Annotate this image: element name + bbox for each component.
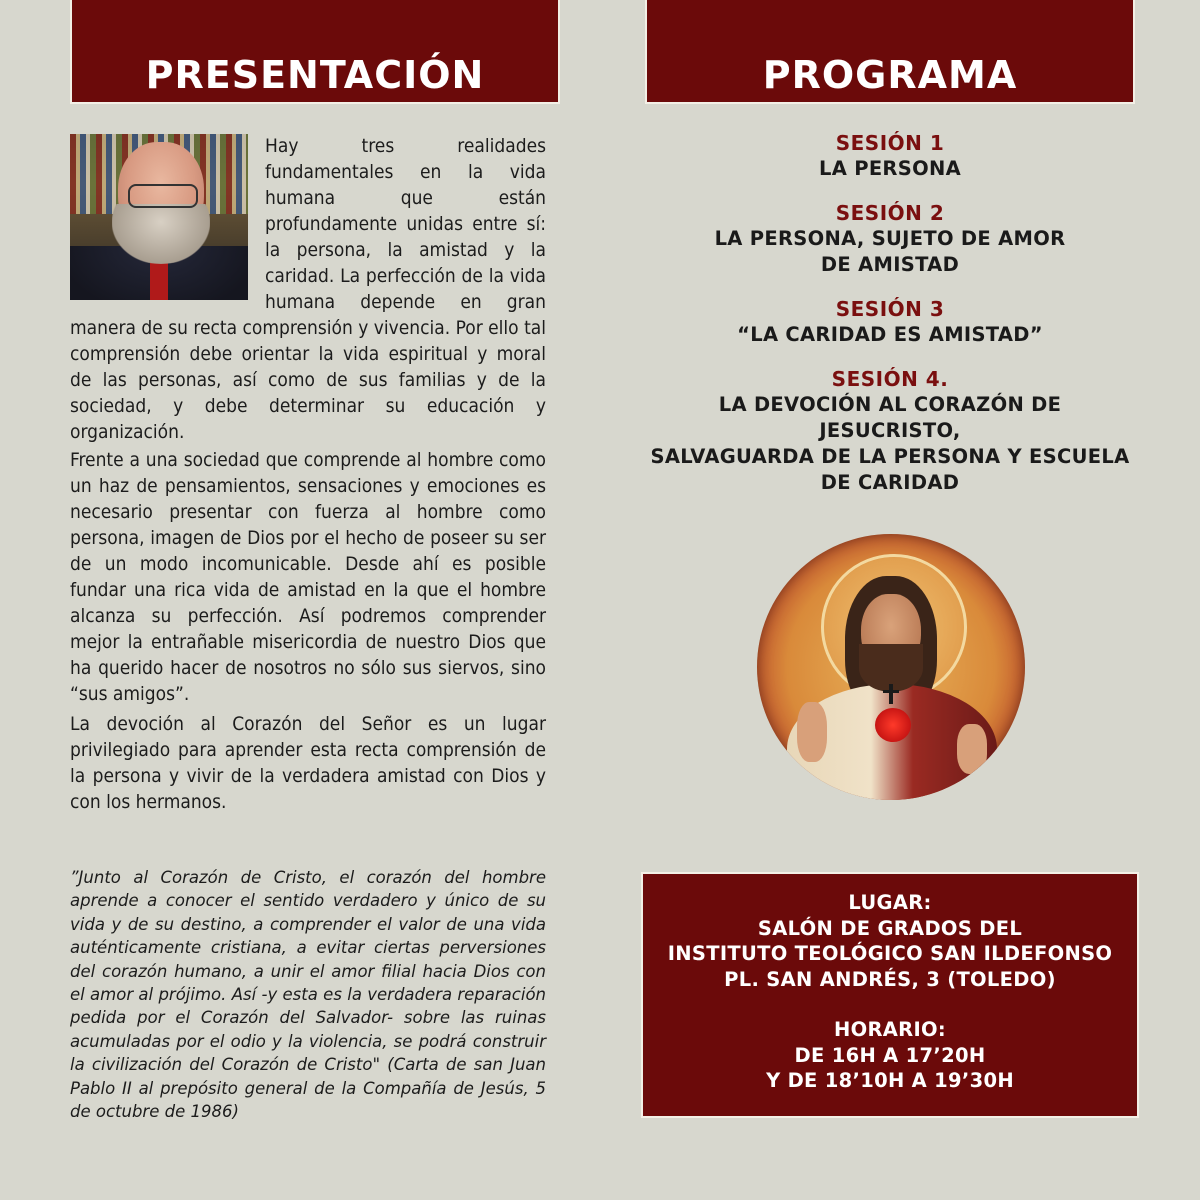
session-4 — [645, 366, 1135, 496]
spacer — [643, 992, 1137, 1017]
program-sessions — [645, 130, 1135, 514]
paragraph-1-text: Hay tres realidades fundamentales en la vida humana que están profundamente unidas entre sí: la persona, la amistad y la caridad. La perfección de la vida humana depende en gran manera de su recta comprensión y vivencia. Por ello tal comprensión debe orientar la vida espiritual y moral de las personas, así como de sus familias y de la sociedad, y debe determinar su educación y organización. — [70, 135, 546, 443]
session-title-line: DE AMISTAD — [820, 253, 960, 276]
sacred-heart-mosaic-icon — [757, 534, 1025, 800]
session-title-line: DE CARIDAD — [820, 471, 960, 494]
session-3 — [645, 296, 1135, 348]
presentation-paragraph-1 — [70, 133, 546, 445]
presentation-paragraph-3: La devoción al Corazón del Señor es un lugar privilegiado para aprender esta recta comprensión de la persona y vivir de la verdadera amistad con Dios y con los hermanos. — [70, 713, 546, 813]
lugar-line: INSTITUTO TEOLÓGICO SAN ILDEFONSO — [667, 942, 1113, 965]
session-label: SESIÓN 1 — [835, 131, 945, 155]
session-label: SESIÓN 4. — [831, 367, 949, 391]
session-2 — [645, 200, 1135, 278]
session-label: SESIÓN 2 — [835, 201, 945, 225]
presentacion-title: PRESENTACIÓN — [145, 53, 485, 97]
sacred-heart-icon — [875, 708, 911, 742]
venue-schedule-box — [641, 872, 1139, 1118]
session-title-line: LA DEVOCIÓN AL CORAZÓN DE JESUCRISTO, — [718, 393, 1062, 442]
session-title-line: “LA CARIDAD ES AMISTAD” — [737, 323, 1043, 346]
lugar-line: PL. SAN ANDRÉS, 3 (TOLEDO) — [724, 967, 1056, 991]
lugar-line: SALÓN DE GRADOS DEL — [757, 916, 1023, 940]
lugar-label: LUGAR: — [848, 891, 932, 914]
mosaic-hand-left — [797, 702, 827, 762]
session-title-line: SALVAGUARDA DE LA PERSONA Y ESCUELA — [650, 445, 1130, 468]
photo-spacer — [70, 133, 265, 303]
programa-banner — [645, 0, 1135, 104]
horario-line: DE 16H A 17’20H — [794, 1043, 986, 1067]
cross-bar — [883, 690, 899, 693]
papal-quote: ”Junto al Corazón de Cristo, el corazón del hombre aprende a conocer el sentido verdadero y único de su vida y de su destino, a comprender el valor de una vida auténticamente cristiana, a evitar ciertas perversiones del corazón humano, a unir el amor filial hacia Dios con el amor al prójimo. Así -y esta es la verdadera reparación pedida por el Corazón del Salvador- sobre las ruinas acumuladas por el odio y la violencia, se podrá construir la civilización del Corazón de Cristo" (Carta de san Juan Pablo II al prepósito general de la Compañía de Jesús, 5 de octubre de 1986) — [70, 868, 546, 1122]
session-1 — [645, 130, 1135, 182]
presentation-paragraph-2: Frente a una sociedad que comprende al hombre como un haz de pensamientos, sensaciones y emociones es necesario presentar con fuerza al hombre como persona, imagen de Dios por el hecho de poseer su ser de un modo incomunicable. Desde ahí es posible fundar una rica vida de amistad en la que el hombre alcanza su perfección. Así podremos comprender mejor la entrañable misericordia de nuestro Dios que ha querido hacer de nosotros no sólo sus siervos, sino “sus amigos”. — [70, 449, 546, 705]
horario-line: Y DE 18’10H A 19’30H — [766, 1069, 1014, 1092]
programa-title: PROGRAMA — [762, 53, 1018, 97]
horario-label: HORARIO: — [833, 1018, 947, 1041]
session-title-line: LA PERSONA, SUJETO DE AMOR — [714, 227, 1066, 250]
cross-icon — [889, 684, 893, 704]
session-title-line: LA PERSONA — [819, 157, 961, 180]
presentacion-banner — [70, 0, 560, 104]
session-label: SESIÓN 3 — [835, 297, 945, 321]
mosaic-hand-right — [957, 724, 987, 774]
